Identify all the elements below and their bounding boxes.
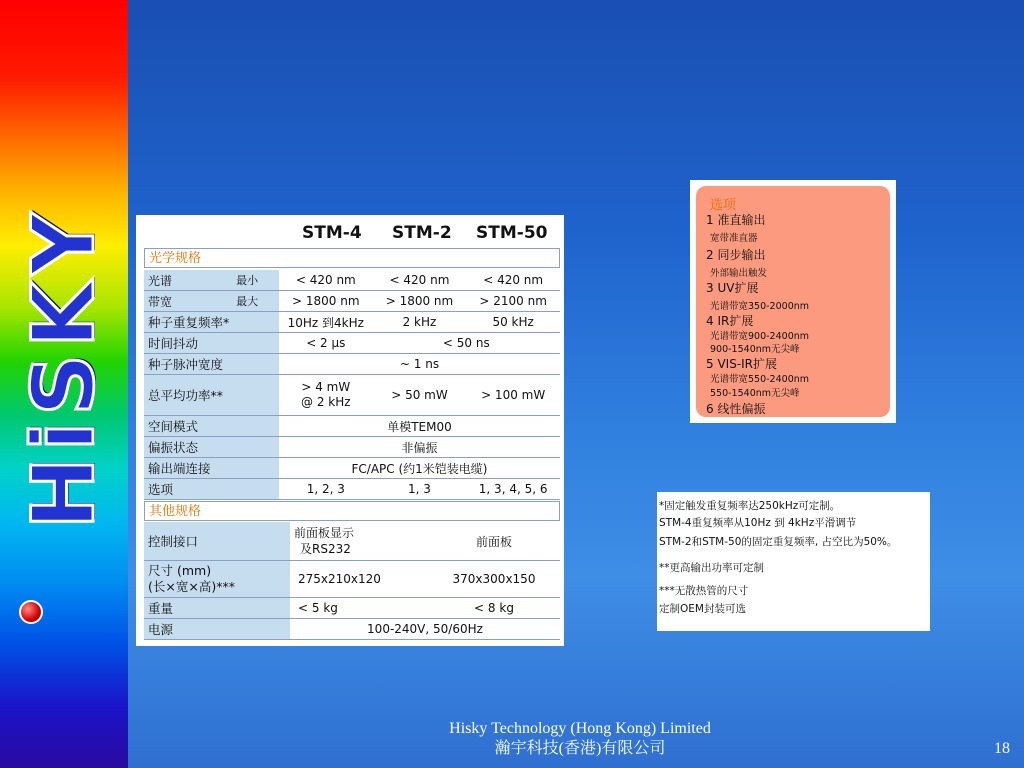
avg-power-stm50: > 100 mW — [466, 375, 560, 416]
spectrum-max-stm2: > 1800 nm — [373, 291, 467, 312]
logo-text: HiSKY — [14, 206, 114, 530]
size-label — [144, 561, 290, 598]
avg-power-label: 总平均功率** — [144, 375, 279, 416]
avg-power-stm4-line1: > 4 mW — [301, 380, 351, 394]
note-line: STM-2和STM-50的固定重复频率, 占空比为50%。 — [659, 536, 898, 548]
pulse-width-value: ~ 1 ns — [279, 354, 560, 375]
output-label: 输出端连接 — [144, 458, 279, 479]
jitter-stm2-stm50: < 50 ns — [373, 333, 560, 354]
note-line: ***无散热管的尺寸 — [659, 585, 749, 597]
power-label: 电源 — [144, 619, 290, 640]
option-detail: 光谱带宽900-2400nm — [710, 331, 810, 342]
model-header-stm4: STM-4 — [302, 223, 362, 243]
section-optical-header: 光学规格 — [144, 248, 560, 268]
spatial-mode-value: 单模TEM00 — [279, 416, 560, 437]
avg-power-stm2: > 50 mW — [373, 375, 467, 416]
control-stm4-line1: 前面板显示 — [294, 526, 355, 540]
logo-red-dot-icon — [19, 600, 43, 624]
table-row — [144, 561, 560, 598]
control-label: 控制接口 — [144, 522, 290, 561]
model-header-stm2: STM-2 — [392, 223, 452, 243]
option-item: 1 准直输出 — [706, 213, 766, 227]
weight-others: < 8 kg — [428, 598, 560, 619]
notes-panel — [657, 492, 930, 631]
options-title: 选项 — [710, 198, 737, 213]
size-stm4: 275x210x120 — [290, 561, 428, 598]
table-row — [144, 458, 560, 479]
options-stm4: 1, 2, 3 — [279, 479, 373, 500]
table-row — [144, 522, 560, 561]
option-detail: 900-1540nm无尖峰 — [710, 344, 800, 355]
power-value: 100-240V, 50/60Hz — [290, 619, 560, 640]
option-detail: 光谱带宽350-2000nm — [710, 301, 810, 312]
note-line: 定制OEM封装可选 — [659, 603, 746, 615]
table-row — [144, 354, 560, 375]
table-row — [144, 291, 560, 312]
jitter-stm4: < 2 μs — [279, 333, 373, 354]
option-detail: 光谱带宽550-2400nm — [710, 374, 810, 385]
note-line: **更高输出功率可定制 — [659, 562, 764, 574]
size-others: 370x300x150 — [428, 561, 560, 598]
company-name-cn: 瀚宇科技(香港)有限公司 — [494, 740, 666, 757]
option-detail: 外部输出触发 — [710, 268, 768, 279]
table-row — [144, 416, 560, 437]
note-line: STM-4重复频率从10Hz 到 4kHz平滑调节 — [659, 517, 857, 529]
jitter-label: 时间抖动 — [144, 333, 279, 354]
section-other-header: 其他规格 — [144, 501, 560, 521]
other-spec-table — [144, 522, 560, 640]
company-name-en: Hisky Technology (Hong Kong) Limited — [449, 720, 711, 737]
size-label-line1: 尺寸 (mm) — [148, 563, 212, 578]
polarization-label: 偏振状态 — [144, 437, 279, 458]
bandwidth-label: 带宽 — [144, 291, 232, 312]
rep-rate-stm50: 50 kHz — [466, 312, 560, 333]
table-row — [144, 333, 560, 354]
rainbow-side-strip — [0, 0, 128, 768]
hisky-logo — [4, 178, 124, 558]
table-row — [144, 598, 560, 619]
avg-power-stm4 — [279, 375, 373, 416]
option-item: 6 线性偏振 — [706, 402, 766, 416]
size-label-line2: (长×宽×高)*** — [148, 579, 235, 594]
spectrum-label: 光谱 — [144, 270, 232, 291]
max-label: 最大 — [232, 291, 279, 312]
spectrum-min-stm4: < 420 nm — [279, 270, 373, 291]
control-others: 前面板 — [428, 522, 560, 561]
options-stm2: 1, 3 — [373, 479, 467, 500]
option-detail: 宽带准直器 — [710, 233, 758, 244]
options-panel — [690, 180, 896, 423]
weight-stm4: < 5 kg — [290, 598, 428, 619]
avg-power-stm4-line2: @ 2 kHz — [301, 395, 351, 409]
option-detail: 550-1540nm无尖峰 — [710, 388, 800, 399]
weight-label: 重量 — [144, 598, 290, 619]
footer-company — [380, 719, 780, 759]
model-header-stm50: STM-50 — [476, 223, 548, 243]
options-box — [696, 186, 890, 417]
output-value: FC/APC (约1米铠装电缆) — [279, 458, 560, 479]
note-line: *固定触发重复频率达250kHz可定制。 — [659, 500, 841, 512]
spectrum-min-stm50: < 420 nm — [466, 270, 560, 291]
spectrum-max-stm4: > 1800 nm — [279, 291, 373, 312]
spectrum-min-stm2: < 420 nm — [373, 270, 467, 291]
control-stm4 — [290, 522, 428, 561]
rep-rate-stm2: 2 kHz — [373, 312, 467, 333]
spec-table-panel — [136, 215, 564, 646]
optical-spec-table — [144, 270, 560, 500]
control-stm4-line2: 及RS232 — [300, 542, 351, 556]
table-row — [144, 619, 560, 640]
table-row — [144, 312, 560, 333]
polarization-value: 非偏振 — [279, 437, 560, 458]
min-label: 最小 — [232, 270, 279, 291]
page-number: 18 — [994, 740, 1010, 757]
table-row — [144, 437, 560, 458]
options-label: 选项 — [144, 479, 279, 500]
spatial-mode-label: 空间模式 — [144, 416, 279, 437]
option-item: 2 同步输出 — [706, 248, 766, 262]
pulse-width-label: 种子脉冲宽度 — [144, 354, 279, 375]
option-item: 3 UV扩展 — [706, 281, 759, 295]
table-row — [144, 270, 560, 291]
table-row — [144, 375, 560, 416]
spectrum-max-stm50: > 2100 nm — [466, 291, 560, 312]
options-stm50: 1, 3, 4, 5, 6 — [466, 479, 560, 500]
rep-rate-stm4: 10Hz 到4kHz — [279, 312, 373, 333]
rep-rate-label: 种子重复频率* — [144, 312, 279, 333]
table-row — [144, 479, 560, 500]
option-item: 4 IR扩展 — [706, 314, 754, 328]
option-item: 5 VIS-IR扩展 — [706, 357, 778, 371]
